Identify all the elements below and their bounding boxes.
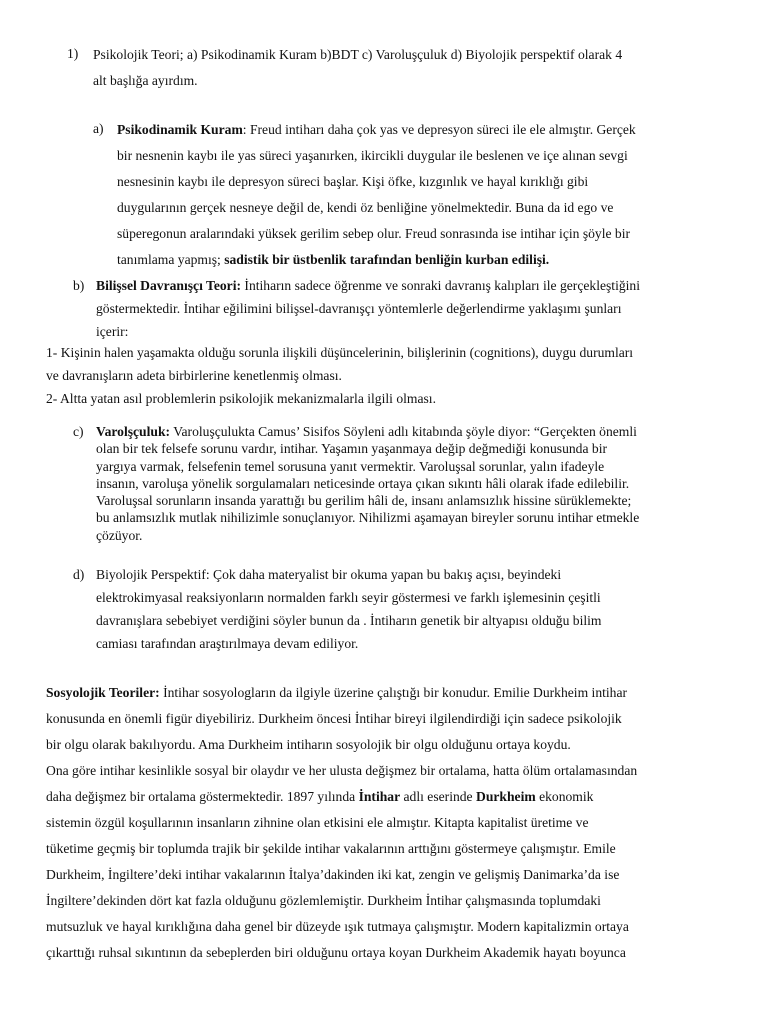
sociology-line: ekonomik [535, 789, 594, 804]
sociology-line: Ona göre intihar kesinlikle sosyal bir olaydır ve her ulusta değişmez bir ortalama, hatta ölüm ortalamasından [46, 763, 638, 778]
section-c-line: yargıya varmak, felsefenin temel sorusuna yanıt vermektir. Varoluşsal sorunlar, yalın ifadeyle [96, 458, 605, 474]
list-item: 2- Altta yatan asıl problemlerin psikolojik mekanizmalarla ilgili olması. [46, 391, 436, 406]
item-1-line: Psikolojik Teori; a) Psikodinamik Kuram b)BDT c) Varoluşçuluk d) Biyolojik perspektif olarak 4 [93, 47, 623, 62]
section-d-line: davranışlara sebebiyet verdiğini söyler bunun da . İntiharın genetik bir altyapısı olduğu bilim [96, 613, 602, 628]
item-1-line: alt başlığa ayırdım. [93, 73, 198, 88]
section-d-marker: d) [73, 567, 85, 582]
sociology-line: tüketime geçmiş bir toplumda trajik bir şekilde intihar vakalarının arttığını göstermeye çalışmıştır. Emile [46, 841, 616, 856]
section-b-bilissel [96, 274, 746, 343]
list-item: 1- Kişinin halen yaşamakta olduğu sorunla ilişkili düşüncelerinin, bilişlerinin (cognitions), duygu durumları [46, 345, 634, 360]
sociology-line: İntihar sosyologların da ilgiyle üzerine çalıştığı bir konudur. Emilie Durkheim intihar [159, 685, 628, 700]
section-c-title: Varolşçuluk: [96, 424, 171, 439]
section-d-line: elektrokimyasal reaksiyonların normalden farklı seyir göstermesi ve farklı işlemesinin çeşitli [96, 590, 601, 605]
section-b-title: Bilişsel Davranışçı Teori: [96, 278, 242, 293]
section-c-marker: c) [73, 424, 84, 439]
section-c-line: Varoluşsal sorunların insanda yarattığı bu gerilim hâli de, insanı anlamsızlık hissine sürüklemekte; [96, 493, 632, 509]
sociology-line: konusunda en önemli figür diyebiliriz. Durkheim öncesi İntihar bireyi ilgilendirdiği için sadece psikolojik [46, 711, 622, 726]
sociology-line: mutsuzluk ve hayal kırıklığına daha genel bir düzeyde ışık tutmaya çalışmıştır. Modern kapitalizmin ortaya [46, 919, 629, 934]
bold-intihar: İntihar [358, 789, 401, 804]
sociology-line: bir olgu olarak bakılıyordu. Ama Durkheim intiharın sosyolojik bir olgu olduğunu ortaya koydu. [46, 737, 571, 752]
section-c-line: insanın, varoluşa yönelik sorgulamaları neticesinde ortaya çıkan sıkıntı hâli olarak ifade edilebilir. [96, 475, 630, 491]
item-1-text [93, 42, 743, 94]
section-d-line: camiası tarafından araştırılmaya devam ediliyor. [96, 636, 359, 651]
section-c-line: bu anlamsızlık mutlak nihilizimle sonuçlanıyor. Nihilizmi aşamayan bireyler sorunu intihar etmekle [96, 510, 640, 526]
section-b-line: göstermektedir. İntihar eğilimini bilişsel-davranışçı yöntemlerle değerlendirme yaklaşımı şunları [96, 301, 622, 316]
section-a-line: : Freud intiharı daha çok yas ve depresyon süreci ile ele almıştır. Gerçek [242, 122, 636, 137]
section-c-line: olan bir tek felsefe sorunu vardır, intihar. Yaşamın yaşanmaya değip değmediği konusunda bir [96, 441, 607, 457]
section-a-line: süperegonun aralarındaki yüksek gerilim sebep olur. Freud sonrasında ise intihar için şöyle bir [117, 226, 631, 241]
section-c-line: çözüyor. [96, 527, 143, 543]
list-item-continuation: ve davranışların adeta birbirlerine kenetlenmiş olması. [46, 368, 342, 383]
bold-durkheim: Durkheim [476, 789, 536, 804]
sociology-line: İngiltere’dekinden dört kat fazla olduğunu gözlemlemiştir. Durkheim İntihar çalışmasında toplumdaki [46, 893, 601, 908]
section-a-bold-definition: sadistik bir üstbenlik tarafından benliğin kurban edilişi. [224, 252, 550, 267]
section-d-line: Biyolojik Perspektif: Çok daha materyalist bir okuma yapan bu bakış açısı, beyindeki [96, 567, 562, 582]
sociology-line: sistemin özgül koşullarının insanların zihnine olan etkisini ele almıştır. Kitapta kapitalist üretime ve [46, 815, 589, 830]
sociology-line: adlı eserinde [400, 789, 476, 804]
section-a-marker: a) [93, 121, 104, 136]
item-1-number: 1) [67, 46, 79, 61]
section-a-line: bir nesnenin kaybı ile yas süreci yaşanırken, ikircikli duygular ile beslenen ve içe alınan sevgi [117, 148, 628, 163]
sociology-line: çıkarttığı ruhsal sıkıntının da sebeplerden biri olduğunu ortaya koyan Durkheim Akademik hayatı boyunca [46, 945, 626, 960]
section-d-biyolojik [96, 563, 746, 655]
section-a-line: duygularının gerçek nesneye değil de, kendi öz benliğine yönelmektedir. Buna da id ego ve [117, 200, 614, 215]
section-b-list [46, 341, 761, 410]
sociology-line: Durkheim, İngiltere’deki intihar vakalarının İtalya’dakinden iki kat, zengin ve gelişmiş Danimarka’da ise [46, 867, 620, 882]
section-a-line: tanımlama yapmış; [117, 252, 225, 267]
sociology-section [46, 680, 761, 966]
section-a-title: Psikodinamik Kuram [117, 122, 243, 137]
section-b-line: içerir: [96, 324, 129, 339]
sociology-title: Sosyolojik Teoriler: [46, 685, 160, 700]
section-b-marker: b) [73, 278, 85, 293]
section-c-line: Varoluşçulukta Camus’ Sisifos Söyleni adlı kitabında şöyle diyor: “Gerçekten önemli [170, 424, 637, 439]
sociology-line: daha değişmez bir ortalama göstermektedir. 1897 yılında [46, 789, 359, 804]
section-a-line: nesnesinin kaybı ile depresyon süreci başlar. Kişi öfke, kızgınlık ve hayal kırıklığı gibi [117, 174, 589, 189]
section-b-line: İntiharın sadece öğrenme ve sonraki davranış kalıpları ile gerçekleştiğini [241, 278, 640, 293]
section-a-psikodinamik [117, 117, 747, 273]
section-c-varolusculuk [96, 423, 746, 544]
